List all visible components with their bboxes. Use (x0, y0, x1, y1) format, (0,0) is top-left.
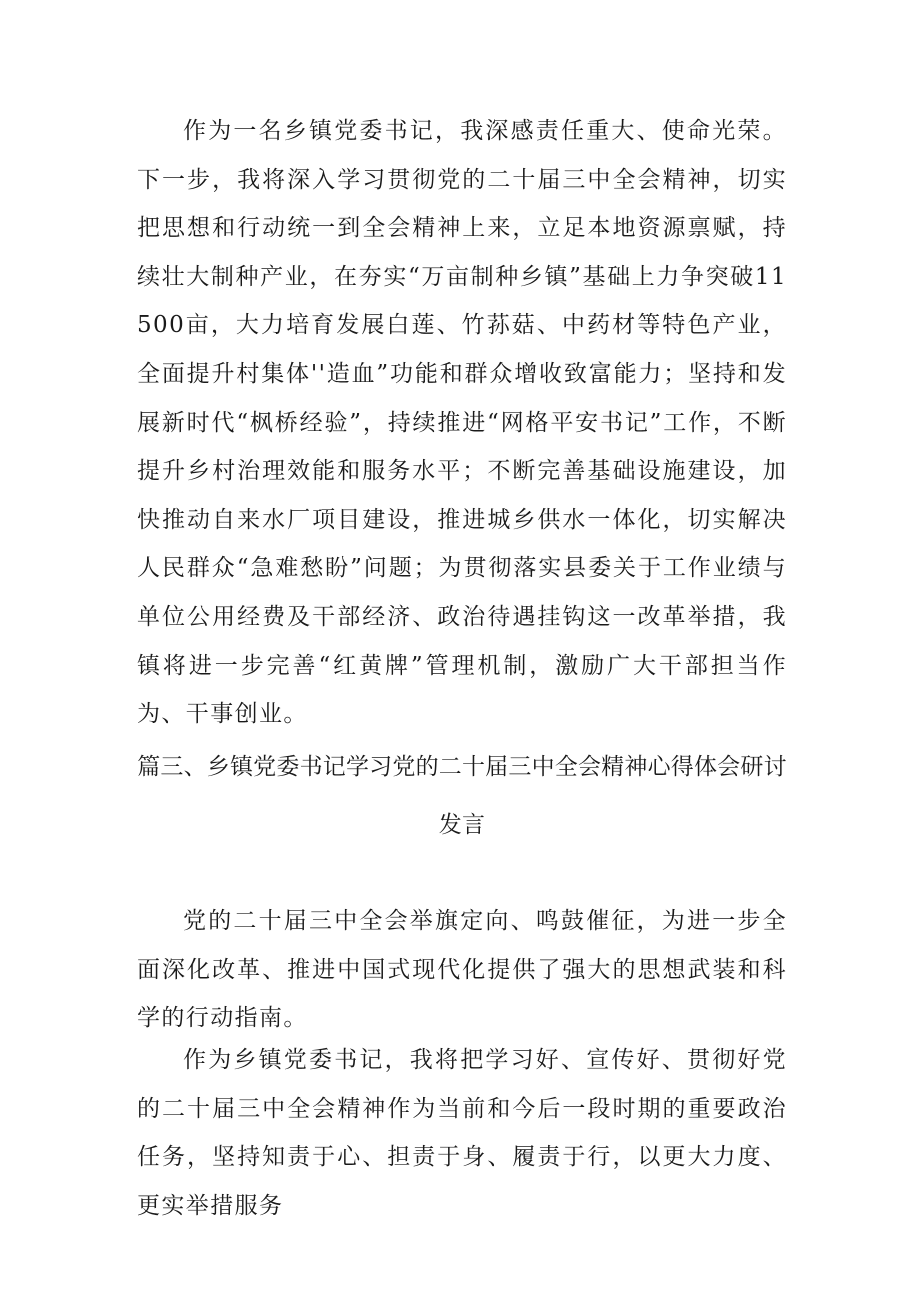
body-paragraph: 作为一名乡镇党委书记，我深感责任重大、使命光荣。下一步，我将深入学习贯彻党的二十届三中全会精神，切实把思想和行动统一到全会精神上来，立足本地资源禀赋，持续壮大制种产业，在夯实“万亩制种乡镇”基础上力争突破11500亩，大力培育发展白莲、竹荪菇、中药材等特色产业，全面提升村集体''造血”功能和群众增收致富能力；坚持和发展新时代“枫桥经验”，持续推进“网格平安书记”工作，不断提升乡村治理效能和服务水平；不断完善基础设施建设，加快推动自来水厂项目建设，推进城乡供水一体化，切实解决人民群众“急难愁盼”问题；为贯彻落实县委关于工作业绩与单位公用经费及干部经济、政治待遇挂钩这一改革举措，我镇将进一步完善“红黄牌”管理机制，激励广大干部担当作为、干事创业。 (137, 118, 787, 728)
body-paragraph: 作为乡镇党委书记，我将把学习好、宣传好、贯彻好党的二十届三中全会精神作为当前和今后一段时期的重要政治任务，坚持知责于心、担责于身、履责于行，以更大力度、更实举措服务 (137, 1047, 787, 1219)
body-paragraph: 党的二十届三中全会举旗定向、鸣鼓催征，为进一步全面深化改革、推进中国式现代化提供了强大的思想武装和科学的行动指南。 (137, 908, 787, 1032)
section-heading: 篇三、乡镇党委书记学习党的二十届三中全会精神心得体会研讨发言 (137, 754, 787, 838)
